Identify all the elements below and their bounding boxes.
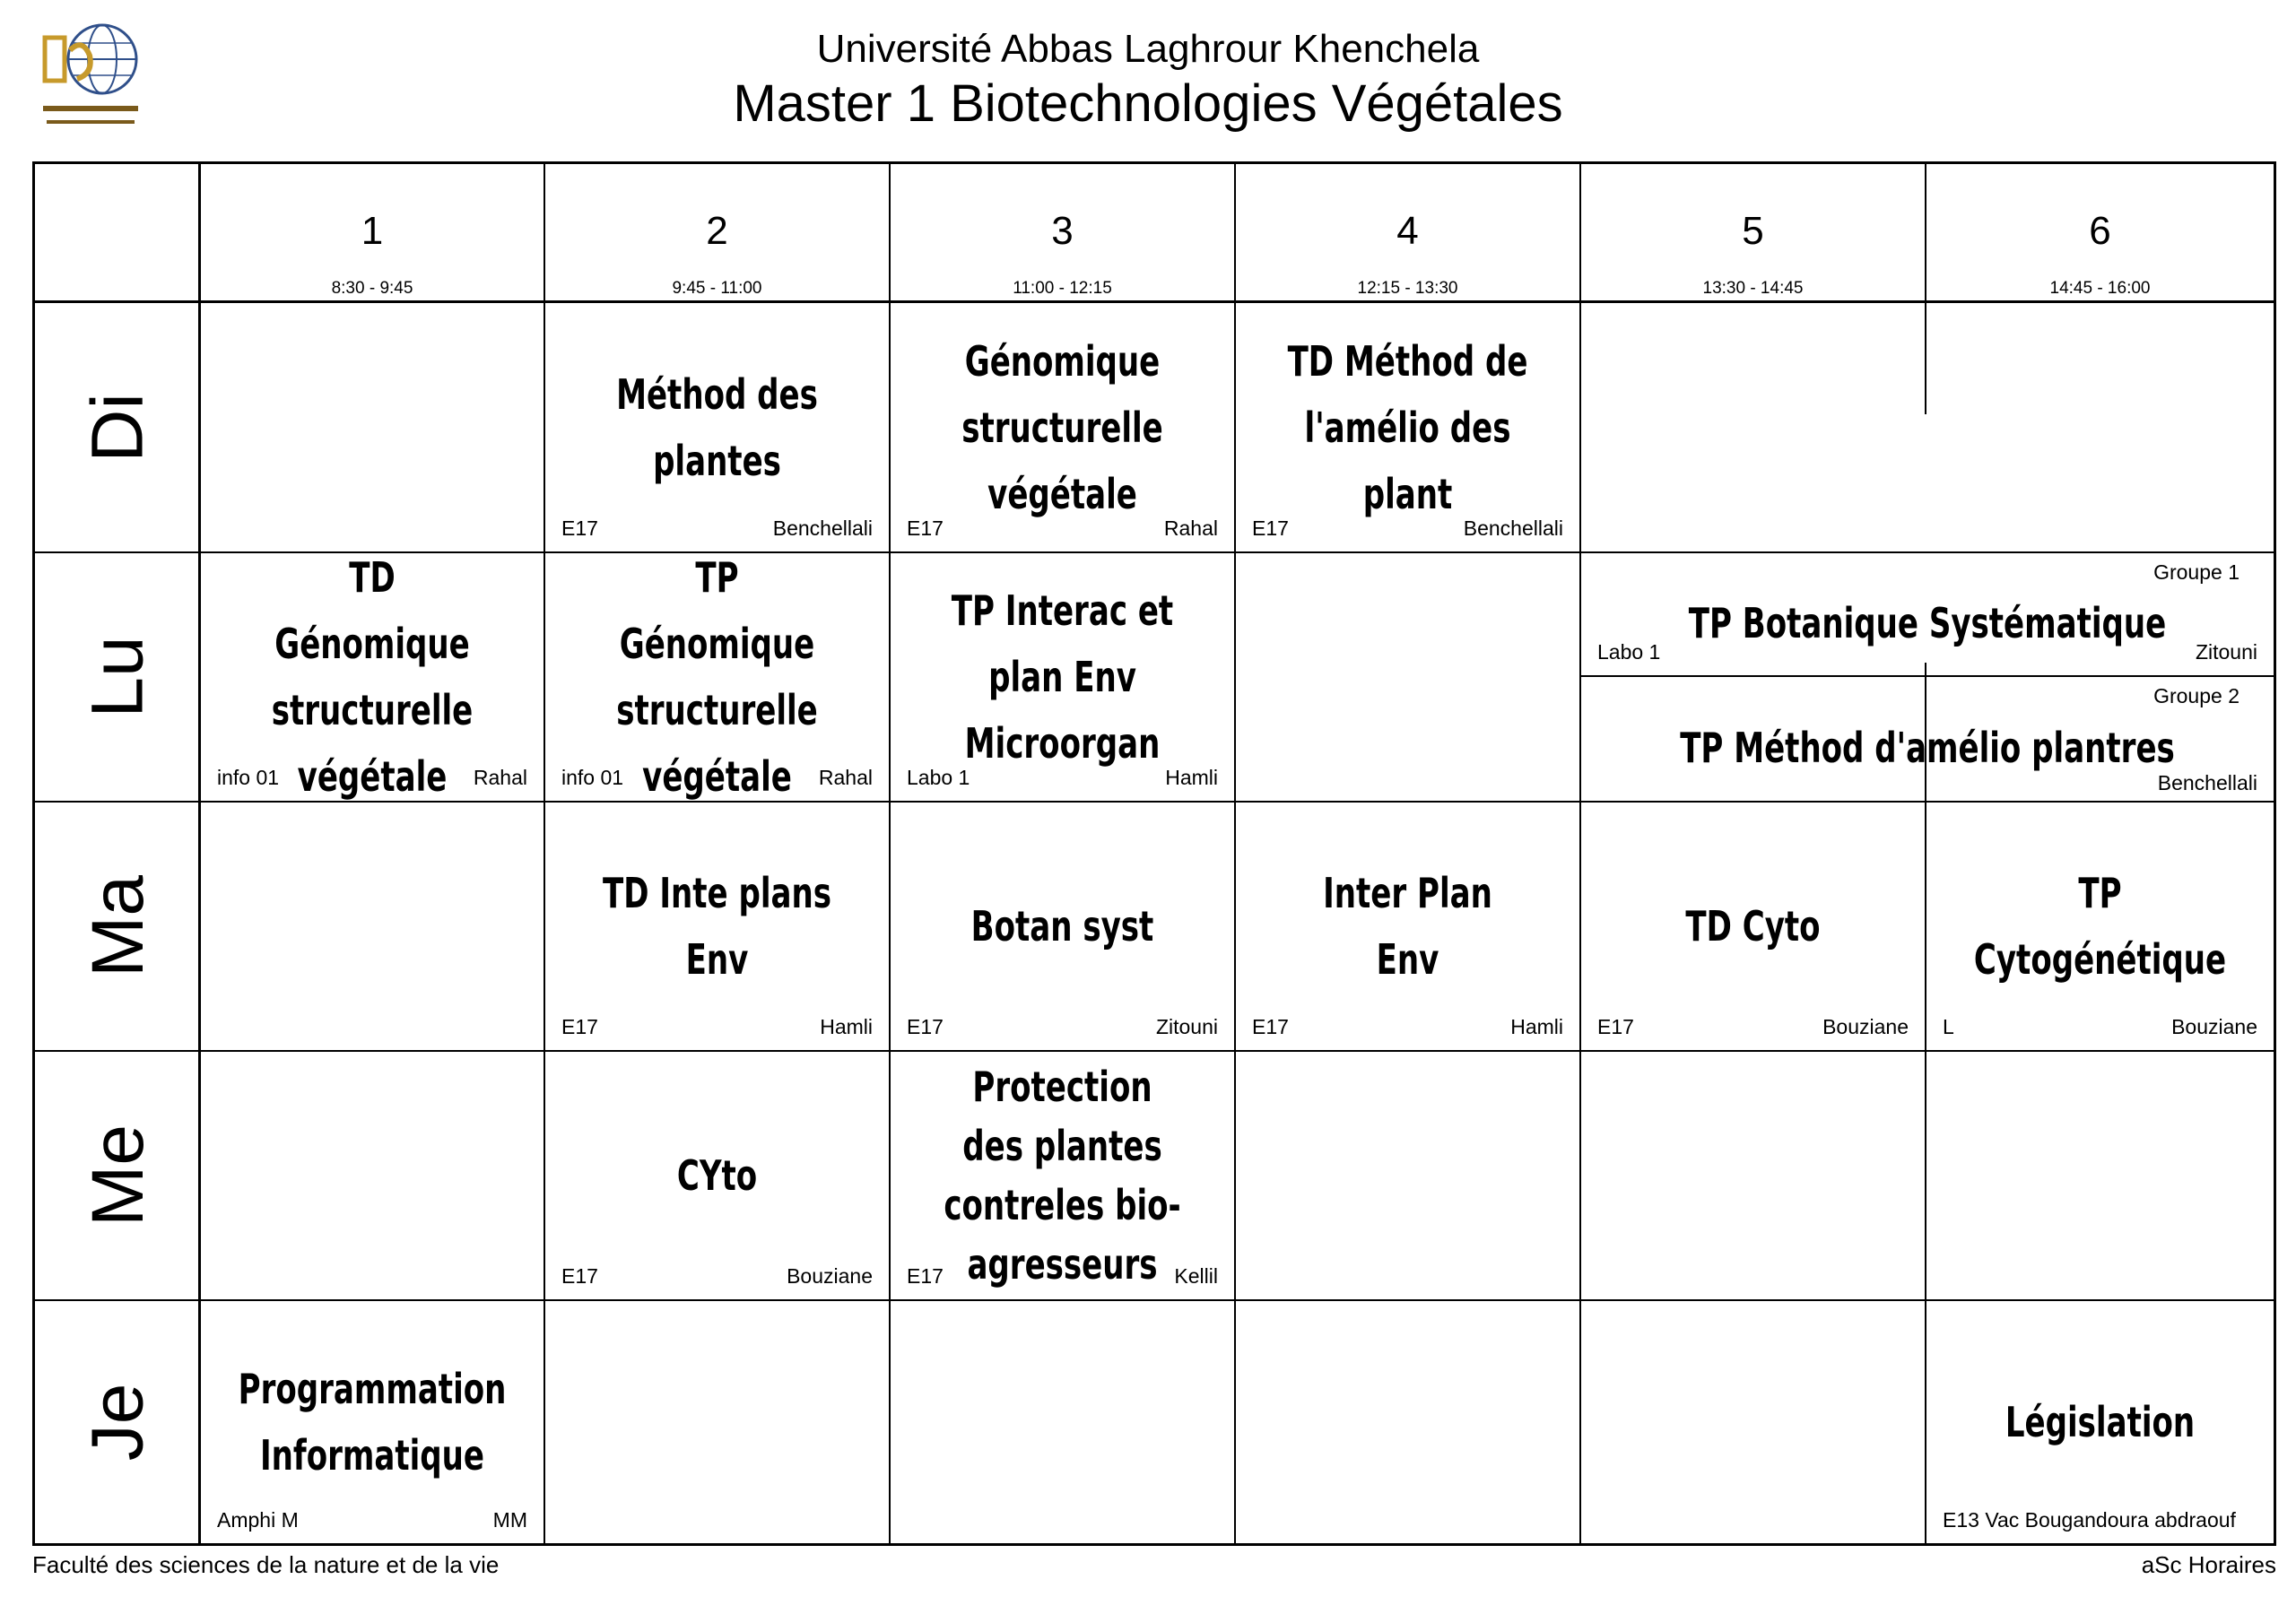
lesson-cell[interactable]: [545, 803, 889, 1050]
lesson-room: info 01: [217, 766, 280, 789]
period-number: 4: [1396, 209, 1419, 253]
lesson-cell[interactable]: [1926, 1301, 2274, 1543]
lesson-subject: TD Inte plans Env: [603, 869, 831, 984]
day-label-di: Di: [76, 392, 159, 463]
day-label-me: Me: [76, 1124, 159, 1227]
lesson-subject: TD Cyto: [1685, 902, 1821, 950]
lesson-room: E17: [561, 1015, 598, 1038]
lesson-room: Labo 1: [1597, 640, 1661, 664]
lesson-cell[interactable]: [545, 1052, 889, 1299]
lesson-group: Groupe 2: [2153, 684, 2239, 707]
lesson-teacher: Rahal: [818, 766, 873, 789]
lesson-room: info 01: [561, 766, 624, 789]
lesson-teacher: Zitouni: [1155, 1015, 1218, 1038]
period-number: 2: [706, 209, 728, 253]
lesson-cell[interactable]: [1926, 803, 2274, 1050]
lesson-cell[interactable]: [1236, 803, 1579, 1050]
day-label-lu: Lu: [76, 636, 159, 718]
lesson-room: E17: [907, 516, 944, 540]
period-header-1: [201, 164, 544, 303]
lesson-teacher: MM: [492, 1508, 527, 1532]
period-header-3: [891, 164, 1234, 303]
program-title: Master 1 Biotechnologies Végétales: [733, 74, 1563, 133]
lesson-teacher: Benchellali: [772, 516, 873, 540]
lesson-room: Amphi M: [217, 1508, 299, 1532]
day-label-ma: Ma: [76, 875, 159, 977]
lesson-cell[interactable]: [201, 1301, 544, 1543]
lesson-room: E17: [1252, 1015, 1289, 1038]
day-label-je: Je: [76, 1383, 159, 1462]
lesson-subject: TP Botanique Systématique: [1688, 599, 2167, 647]
lesson-subject: Méthod des plantes: [616, 369, 818, 485]
faculty-footer: Faculté des sciences de la nature et de la vie: [32, 1551, 500, 1578]
lesson-room: E17: [1597, 1015, 1634, 1038]
lesson-teacher: Rahal: [473, 766, 527, 789]
lesson-subject: Programmation Informatique: [238, 1365, 507, 1480]
generator-footer: aSc Horaires: [2141, 1551, 2276, 1578]
lesson-room: Labo 1: [907, 766, 970, 789]
lesson-teacher: Bouziane: [787, 1264, 873, 1288]
lesson-teacher: Bouziane: [2171, 1015, 2257, 1038]
period-time: 11:00 - 12:15: [1013, 279, 1112, 298]
lesson-teacher: Rahal: [1163, 516, 1218, 540]
lesson-subject: Inter Plan Env: [1323, 869, 1492, 984]
lesson-cell[interactable]: [1236, 303, 1579, 551]
lesson-subject: Génomique structurelle végétale: [961, 336, 1163, 518]
period-number: 6: [2089, 209, 2111, 253]
period-number: 1: [361, 209, 384, 253]
period-header-6: [1926, 164, 2274, 303]
period-time: 13:30 - 14:45: [1702, 279, 1804, 298]
lesson-cell[interactable]: [891, 553, 1234, 801]
lesson-room: E17: [907, 1264, 944, 1288]
lesson-cell[interactable]: [891, 803, 1234, 1050]
lesson-cell-group-1[interactable]: [1581, 553, 2274, 675]
period-time: 14:45 - 16:00: [2049, 279, 2151, 298]
lesson-subject: Protection des plantes contreles bio-agresseurs: [944, 1063, 1181, 1289]
lesson-subject: TP Méthod d'amélio plantres: [1680, 724, 2175, 772]
lesson-subject: TP Génomique structurelle végétale: [616, 553, 818, 801]
lesson-subject: TP Cytogénétique: [1973, 869, 2227, 984]
lesson-subject: TP Interac et plan Env Microorgan: [951, 586, 1174, 768]
lesson-cell[interactable]: [891, 1052, 1234, 1299]
period-header-2: [545, 164, 889, 303]
period-header-4: [1236, 164, 1579, 303]
lesson-room: E17: [561, 516, 598, 540]
lesson-cell[interactable]: [891, 303, 1234, 551]
lesson-room: E13 Vac Bougandoura abdraouf: [1943, 1508, 2236, 1532]
lesson-cell[interactable]: [1581, 803, 1925, 1050]
period-time: 12:15 - 13:30: [1357, 279, 1458, 298]
lesson-subject: TD Génomique structurelle végétale: [271, 553, 474, 801]
lesson-subject: Botan syst: [970, 902, 1154, 950]
lesson-teacher: Kellil: [1174, 1264, 1218, 1288]
lesson-teacher: Hamli: [820, 1015, 873, 1038]
lesson-teacher: Bouziane: [1822, 1015, 1909, 1038]
lesson-subject: Législation: [2005, 1398, 2196, 1446]
period-header-5: [1581, 164, 1925, 303]
period-number: 3: [1051, 209, 1074, 253]
lesson-cell[interactable]: [201, 553, 544, 801]
lesson-teacher: Benchellali: [2157, 771, 2257, 794]
period-time: 8:30 - 9:45: [331, 279, 413, 298]
university-name: Université Abbas Laghrour Khenchela: [816, 27, 1480, 71]
lesson-cell[interactable]: [545, 303, 889, 551]
lesson-room: L: [1943, 1015, 1954, 1038]
lesson-cell[interactable]: [545, 553, 889, 801]
lesson-room: E17: [907, 1015, 944, 1038]
lesson-group: Groupe 1: [2153, 560, 2239, 584]
lesson-teacher: Benchellali: [1463, 516, 1563, 540]
lesson-subject: CYto: [676, 1151, 758, 1200]
lesson-teacher: Zitouni: [2195, 640, 2257, 664]
timetable-grid: [32, 161, 2276, 1546]
lesson-teacher: Hamli: [1165, 766, 1218, 789]
lesson-room: E17: [1252, 516, 1289, 540]
period-number: 5: [1742, 209, 1764, 253]
lesson-teacher: Hamli: [1510, 1015, 1563, 1038]
lesson-cell-group-2[interactable]: [1581, 677, 2274, 801]
lesson-subject: TD Méthod de l'amélio des plant: [1287, 336, 1528, 518]
lesson-room: E17: [561, 1264, 598, 1288]
period-time: 9:45 - 11:00: [672, 279, 762, 298]
